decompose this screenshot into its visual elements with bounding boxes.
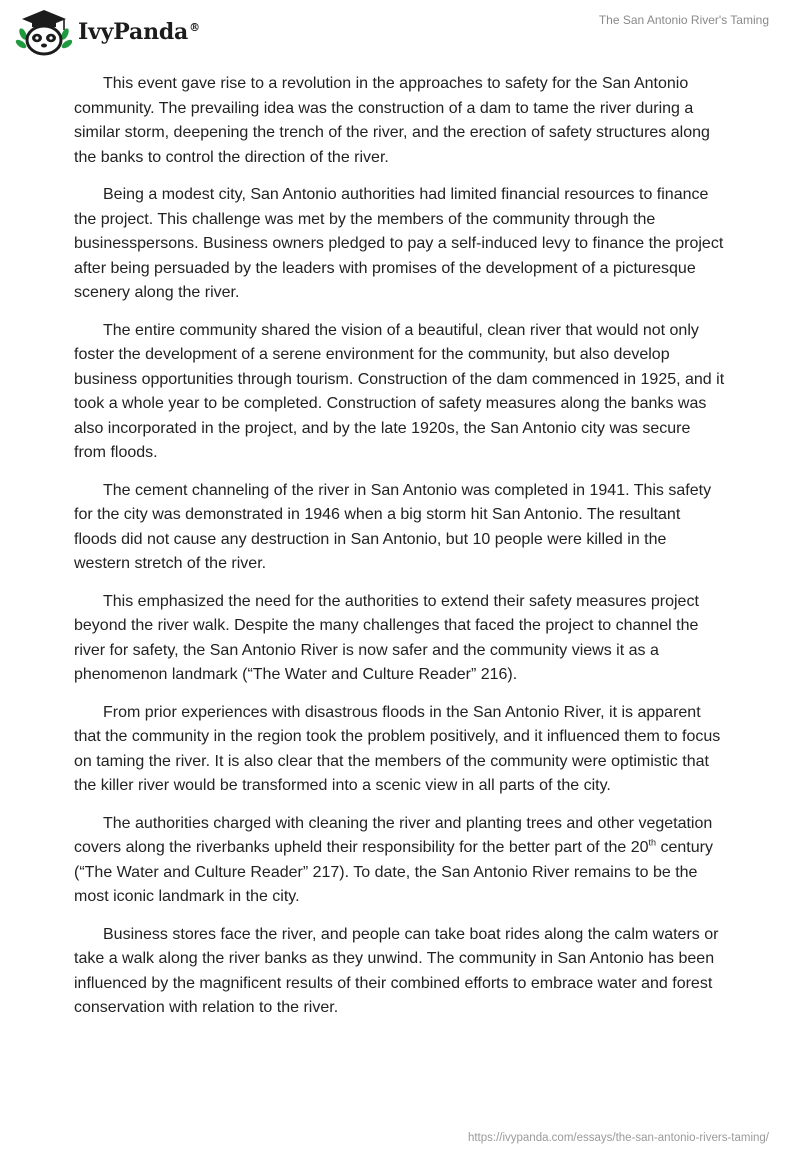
source-url[interactable]: https://ivypanda.com/essays/the-san-antonio-rivers-taming/ <box>467 1132 769 1144</box>
paragraph-text: century (“The Water and Culture Reader” 217). To date, the San Antonio River remains to be the most iconic landmark in the city. <box>74 839 713 905</box>
paragraph: The entire community shared the vision of a beautiful, clean river that would not only foster the development of a serene environment for the community, but also develop business opportunities through tourism. Construction of the dam commenced in 1925, and it took a whole year to be completed. Construction of safety measures along the banks was also incorporated in the project, and by the late 1920s, the San Antonio city was secure from floods. <box>74 321 725 461</box>
paragraph: This event gave rise to a revolution in the approaches to safety for the San Antonio community. The prevailing idea was the construction of a dam to tame the river during a similar storm, deepening the trench of the river, and the erection of safety structures along the banks to control the direction of the river. <box>74 75 710 166</box>
essay-body <box>74 72 726 1034</box>
panda-graduate-icon <box>14 8 72 56</box>
paragraph: This emphasized the need for the authorities to extend their safety measures project beyond the river walk. Despite the many challenges that faced the project to channel the river for safety, the San Antonio River is now safer and the community views it as a phenomenon landmark (“The Water and Culture Reader” 216). <box>74 592 699 683</box>
brand-name: IvyPanda® <box>78 19 200 45</box>
ordinal-suffix: th <box>648 837 657 848</box>
registered-mark: ® <box>189 20 200 34</box>
document-title: The San Antonio River's Taming <box>598 13 769 27</box>
paragraph: From prior experiences with disastrous floods in the San Antonio River, it is apparent that the community in the region took the problem positively, and it influenced them to focus on taming the river. It is also clear that the members of the community were optimistic that the killer river would be transformed into a scenic view in all parts of the city. <box>74 703 721 794</box>
paragraph-text: The authorities charged with cleaning the river and planting trees and other vegetation covers along the riverbanks upheld their responsibility for the better part of the 20 <box>74 814 713 856</box>
paragraph: Business stores face the river, and people can take boat rides along the calm waters or take a walk along the river banks as they unwind. The community in San Antonio has been influenced by the magnificent results of their combined efforts to embrace water and forest conservation with relation to the river. <box>74 925 719 1016</box>
paragraph: The cement channeling of the river in San Antonio was completed in 1941. This safety for the city was demonstrated in 1946 when a big storm hit San Antonio. The resultant floods did not cause any destruction in San Antonio, but 10 people were killed in the western stretch of the river. <box>74 481 712 572</box>
paragraph: Being a modest city, San Antonio authorities had limited financial resources to finance the project. This challenge was met by the members of the community through the businesspersons. Business owners pledged to pay a self-induced levy to finance the project after being persuaded by the leaders with promises of the development of a picturesque scenery along the river. <box>74 186 724 301</box>
paragraph <box>74 812 726 910</box>
page-header <box>0 0 800 66</box>
ivypanda-logo[interactable] <box>14 8 200 56</box>
